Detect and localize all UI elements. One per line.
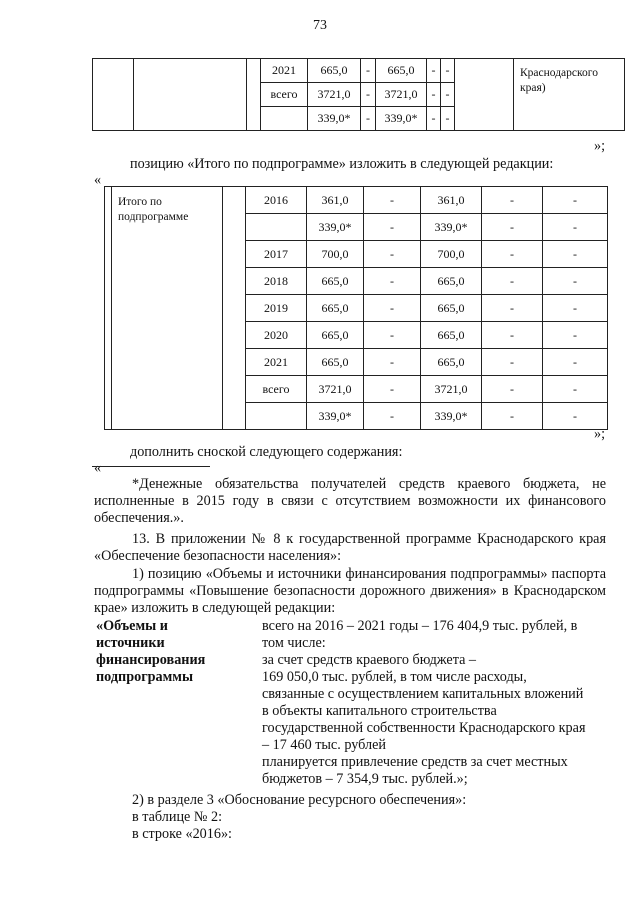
table-cell: -	[364, 376, 421, 403]
table-cell: 665,0	[307, 295, 364, 322]
passport-value-line: за счет средств краевого бюджета –	[262, 652, 477, 668]
passport-label	[96, 618, 256, 686]
table-cell: -	[482, 268, 543, 295]
table-continuation	[92, 58, 625, 131]
table-row	[93, 59, 625, 83]
table-cell: 665,0	[307, 349, 364, 376]
table-cell: 665,0	[421, 322, 482, 349]
table-cell: -	[364, 187, 421, 214]
table-cell: 665,0	[308, 59, 361, 83]
paragraph: позицию «Итого по подпрограмме» изложить в следующей редакции:	[130, 156, 554, 172]
table-cell: всего	[261, 83, 308, 107]
table-cell: -	[441, 107, 455, 131]
passport-label-line: источники	[96, 635, 165, 651]
table-cell: -	[364, 295, 421, 322]
table-cell: 339,0*	[307, 214, 364, 241]
table-cell: 665,0	[376, 59, 427, 83]
table-cell: -	[543, 241, 608, 268]
closing-quote: »;	[594, 426, 606, 442]
table-cell: 2017	[246, 241, 307, 268]
footnote-text: *Денежные обязательства получателей средств краевого бюджета, не исполненные в 2015 году в связи с отсутствием возможности их финансового обеспечения.».	[94, 476, 606, 526]
table-cell: -	[361, 83, 376, 107]
table-cell: 665,0	[307, 322, 364, 349]
table-cell: 665,0	[421, 268, 482, 295]
passport-value-line: связанные с осуществлением капитальных вложений	[262, 686, 584, 702]
table-cell: -	[482, 403, 543, 430]
table-cell: -	[543, 349, 608, 376]
table-cell: 3721,0	[308, 83, 361, 107]
table-cell: -	[441, 59, 455, 83]
passport-value-line: 169 050,0 тыс. рублей, в том числе расходы,	[262, 669, 527, 685]
table-cell: 339,0*	[376, 107, 427, 131]
closing-quote: »;	[594, 138, 606, 154]
table-cell	[247, 59, 261, 131]
table-cell: 339,0*	[308, 107, 361, 131]
table-cell	[455, 59, 514, 131]
table-cell: 665,0	[421, 349, 482, 376]
table-cell: 361,0	[421, 187, 482, 214]
table-cell: 339,0*	[421, 214, 482, 241]
paragraph-2: 2) в разделе 3 «Обоснование ресурсного обеспечения»:	[132, 792, 467, 808]
table-cell-name: Краснодарского края)	[514, 59, 625, 131]
footnote-rule	[92, 466, 210, 467]
table-cell: 339,0*	[421, 403, 482, 430]
table-cell: 2019	[246, 295, 307, 322]
passport-value-line: государственной собственности Краснодарского края	[262, 720, 586, 736]
table-cell: -	[482, 349, 543, 376]
paragraph-row: в строке «2016»:	[132, 826, 232, 842]
passport-value-line: том числе:	[262, 635, 326, 651]
table-cell: -	[364, 403, 421, 430]
table-cell: -	[364, 241, 421, 268]
open-quote: «	[94, 172, 102, 188]
table-total	[104, 186, 608, 430]
paragraph: дополнить сноской следующего содержания:	[130, 444, 403, 460]
table-cell: -	[427, 59, 441, 83]
passport-value-line: – 17 460 тыс. рублей	[262, 737, 386, 753]
table-cell: -	[361, 59, 376, 83]
passport-label-line: «Объемы и	[96, 618, 168, 634]
passport-value-line: бюджетов – 7 354,9 тыс. рублей.»;	[262, 771, 468, 787]
table-cell: -	[482, 187, 543, 214]
table-cell: -	[543, 403, 608, 430]
passport-value-line: всего на 2016 – 2021 годы – 176 404,9 тыс. рублей, в	[262, 618, 578, 634]
table-cell: 700,0	[421, 241, 482, 268]
table-cell	[134, 59, 247, 131]
table-cell: 3721,0	[307, 376, 364, 403]
table-cell	[246, 214, 307, 241]
table-cell: -	[364, 214, 421, 241]
table-cell: -	[482, 241, 543, 268]
table-cell: -	[482, 376, 543, 403]
table-cell	[246, 403, 307, 430]
table-cell: -	[543, 295, 608, 322]
table-cell	[261, 107, 308, 131]
table-cell: -	[361, 107, 376, 131]
table-cell: 339,0*	[307, 403, 364, 430]
table-cell: 3721,0	[421, 376, 482, 403]
table-cell: 700,0	[307, 241, 364, 268]
open-quote: «	[94, 460, 102, 476]
table-cell: -	[543, 187, 608, 214]
passport-value-line: в объекты капитального строительства	[262, 703, 497, 719]
table-cell: всего	[246, 376, 307, 403]
table-cell: -	[543, 214, 608, 241]
table-cell	[223, 187, 246, 430]
passport-label-line: подпрограммы	[96, 669, 194, 685]
table-cell: -	[364, 268, 421, 295]
table-cell: 2018	[246, 268, 307, 295]
table-cell: 361,0	[307, 187, 364, 214]
table-cell: -	[543, 268, 608, 295]
paragraph-13: 13. В приложении № 8 к государственной программе Краснодарского края «Обеспечение безопасности населения»:	[94, 531, 606, 564]
paragraph-13-1: 1) позицию «Объемы и источники финансирования подпрограммы» паспорта подпрограммы «Повышение безопасности дорожного движения» в Краснодарском крае» изложить в следующей редакции:	[94, 566, 606, 616]
table-cell: 665,0	[307, 268, 364, 295]
passport-value-line: планируется привлечение средств за счет местных	[262, 754, 568, 770]
table-cell: -	[482, 214, 543, 241]
table-cell: 2021	[261, 59, 308, 83]
page-number: 73	[313, 18, 327, 33]
table-row	[105, 187, 608, 214]
table-cell-label: Итого по подпрограмме	[112, 187, 223, 430]
paragraph-table: в таблице № 2:	[132, 809, 223, 825]
table-cell: 2020	[246, 322, 307, 349]
table-cell: -	[482, 322, 543, 349]
passport-label-line: финансирования	[96, 652, 206, 668]
table-cell: 665,0	[421, 295, 482, 322]
table-cell: -	[441, 83, 455, 107]
passport-value	[262, 618, 612, 788]
table-cell	[105, 187, 112, 430]
table-cell: -	[543, 376, 608, 403]
table-cell: 2021	[246, 349, 307, 376]
table-cell: -	[543, 322, 608, 349]
table-cell: -	[482, 295, 543, 322]
table-cell: -	[364, 349, 421, 376]
table-cell: -	[364, 322, 421, 349]
table-cell: 3721,0	[376, 83, 427, 107]
table-cell: 2016	[246, 187, 307, 214]
table-cell: -	[427, 107, 441, 131]
table-cell	[93, 59, 134, 131]
table-cell: -	[427, 83, 441, 107]
